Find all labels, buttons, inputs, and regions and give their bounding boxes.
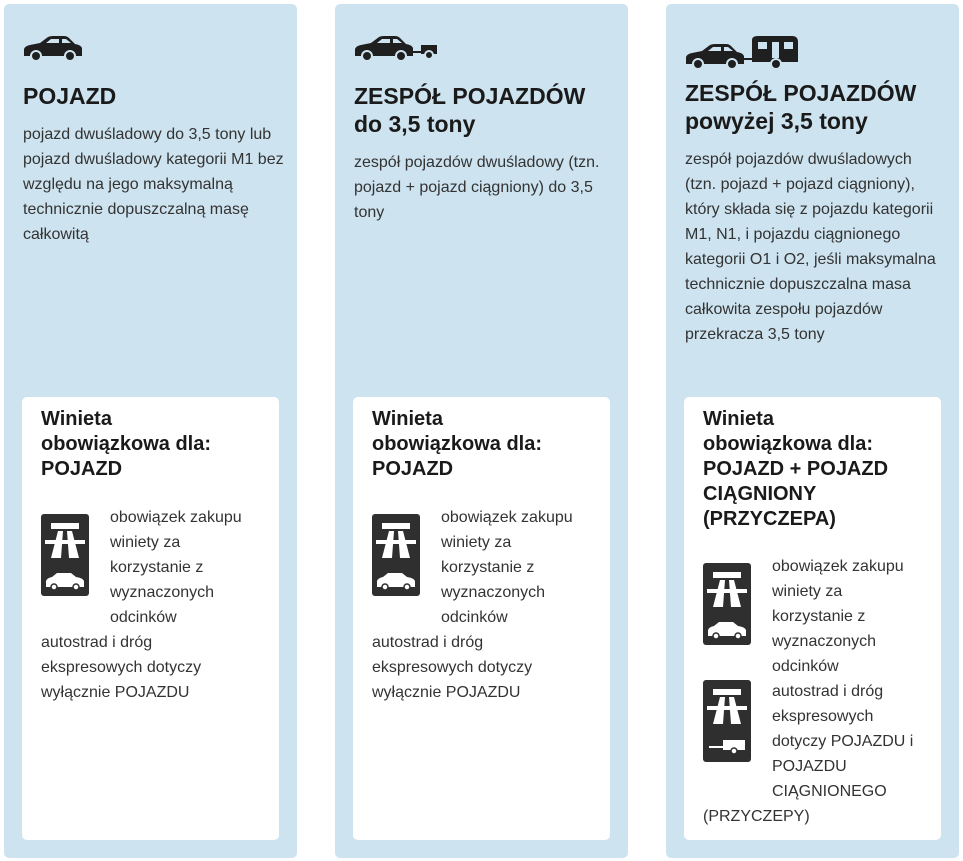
card-text-line: ekspresowych dotyczy bbox=[41, 659, 202, 676]
card-text-line: POJAZDU bbox=[772, 758, 847, 775]
card-text-line: odcinków bbox=[441, 609, 508, 626]
card-text bbox=[41, 505, 265, 705]
card-text-line: obowiązek zakupu bbox=[772, 558, 904, 575]
card-text-line: autostrad i dróg bbox=[41, 634, 153, 651]
card-title-line: (PRZYCZEPA) bbox=[703, 508, 836, 530]
vignette-card bbox=[22, 397, 279, 840]
column-description: zespół pojazdów dwuśladowy (tzn. pojazd + pojazd ciągniony) do 3,5 tony bbox=[354, 154, 600, 221]
car-with-trailer-icon bbox=[353, 34, 439, 62]
card-text bbox=[703, 554, 927, 829]
vignette-card bbox=[684, 397, 941, 840]
column-zespol-powyzej-3-5 bbox=[666, 4, 959, 858]
column-title-line: ZESPÓŁ POJAZDÓW bbox=[354, 83, 586, 109]
column-title: POJAZD bbox=[23, 83, 117, 109]
card-title-line: Winieta bbox=[703, 408, 774, 430]
card-text-line: wyznaczonych bbox=[441, 584, 546, 601]
card-title-line: obowiązkowa dla: bbox=[41, 433, 212, 455]
card-text-line: ekspresowych dotyczy bbox=[372, 659, 533, 676]
card-title-line: Winieta bbox=[372, 408, 443, 430]
card-text-line: wyłącznie POJAZDU bbox=[41, 684, 190, 701]
card-text-line: korzystanie z bbox=[441, 559, 535, 576]
card-text-line: odcinków bbox=[110, 609, 177, 626]
column-title-line: do 3,5 tony bbox=[354, 111, 476, 137]
card-text-line: ekspresowych bbox=[772, 708, 874, 725]
column-zespol-do-3-5 bbox=[335, 4, 628, 858]
column-title bbox=[354, 82, 614, 138]
card-text-line: CIĄGNIONEGO bbox=[772, 783, 887, 800]
card-text-line: korzystanie z bbox=[772, 608, 866, 625]
card-title bbox=[372, 407, 597, 482]
card-title bbox=[41, 407, 266, 482]
card-title-line: obowiązkowa dla: bbox=[703, 433, 874, 455]
column-title-line: ZESPÓŁ POJAZDÓW bbox=[685, 80, 917, 106]
column-description: zespół pojazdów dwuśladowych (tzn. pojazd + pojazd ciągniony), który składa się z pojazdu kategorii M1, N1, i pojazdu ciągnionego kategorii O1 i O2, jeśli maksymalna technicznie dopuszczalna masa całkowita zespołu pojazdów przekracza 3,5 tony bbox=[685, 151, 936, 343]
column-pojazd bbox=[4, 4, 297, 858]
card-text-line: dotyczy POJAZDU i bbox=[772, 733, 914, 750]
card-title-line: POJAZD bbox=[41, 458, 123, 480]
card-text-line: odcinków bbox=[772, 658, 839, 675]
card-text-line: winiety za bbox=[441, 534, 512, 551]
card-text-line: winiety za bbox=[772, 583, 843, 600]
column-description: pojazd dwuśladowy do 3,5 tony lub pojazd dwuśladowy kategorii M1 bez względu na jego maksymalną technicznie dopuszczalną masę całkowitą bbox=[23, 126, 284, 243]
car-with-caravan-icon bbox=[684, 34, 800, 70]
car-icon bbox=[22, 34, 84, 62]
vignette-card bbox=[353, 397, 610, 840]
card-title-line: obowiązkowa dla: bbox=[372, 433, 543, 455]
column-title bbox=[685, 79, 945, 135]
card-title-line: Winieta bbox=[41, 408, 112, 430]
card-title-line: POJAZD + POJAZD bbox=[703, 458, 889, 480]
card-text-line: obowiązek zakupu bbox=[441, 509, 573, 526]
card-title-line: POJAZD bbox=[372, 458, 454, 480]
card-text-line: autostrad i dróg bbox=[372, 634, 484, 651]
card-text-line: wyznaczonych bbox=[110, 584, 215, 601]
card-text-line: wyłącznie POJAZDU bbox=[372, 684, 521, 701]
card-text-line: wyznaczonych bbox=[772, 633, 877, 650]
card-text-line: obowiązek zakupu bbox=[110, 509, 242, 526]
card-title-line: CIĄGNIONY bbox=[703, 483, 817, 505]
card-text bbox=[372, 505, 596, 705]
card-text-line: autostrad i dróg bbox=[772, 683, 884, 700]
card-text-line: winiety za bbox=[110, 534, 181, 551]
card-title bbox=[703, 407, 928, 532]
card-text-line: (PRZYCZEPY) bbox=[703, 808, 810, 825]
column-title-line: powyżej 3,5 tony bbox=[685, 108, 868, 134]
card-text-line: korzystanie z bbox=[110, 559, 204, 576]
